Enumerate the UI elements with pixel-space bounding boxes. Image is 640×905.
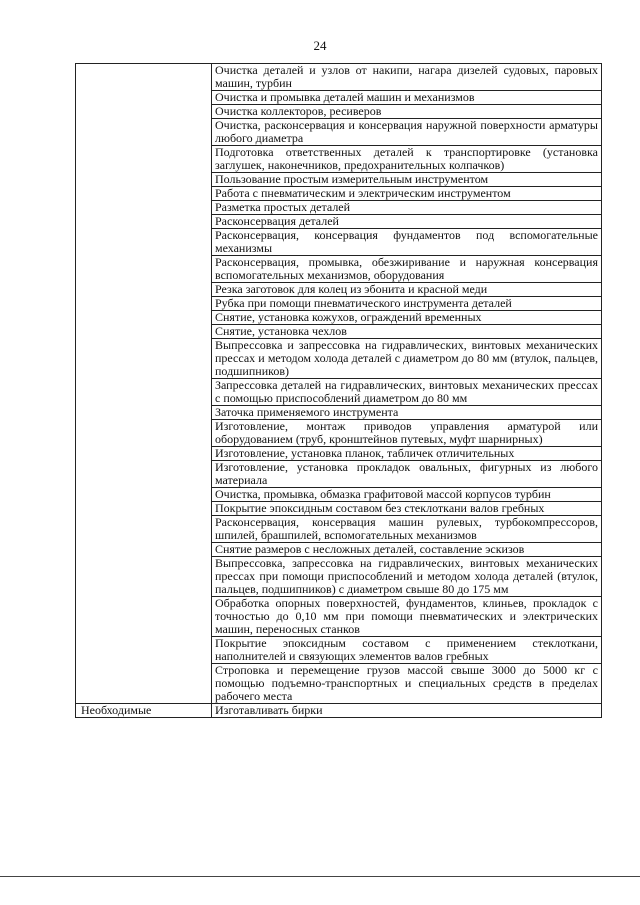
list-item: Заточка применяемого инструмента: [212, 406, 602, 420]
list-item: Разметка простых деталей: [212, 201, 602, 215]
list-item: Расконсервация, консервация фундаментов под вспомогательные механизмы: [212, 229, 602, 256]
list-item: Работа с пневматическим и электрическим инструментом: [212, 187, 602, 201]
list-item: Очистка, промывка, обмазка графитовой массой корпусов турбин: [212, 488, 602, 502]
page-bottom-edge: [0, 876, 640, 877]
list-item: Расконсервация деталей: [212, 215, 602, 229]
list-item: Очистка, расконсервация и консервация наружной поверхности арматуры любого диаметра: [212, 119, 602, 146]
list-item: Обработка опорных поверхностей, фундаментов, клиньев, прокладок с точностью до 0,10 мм при помощи пневматических и электрических машин, переносных станков: [212, 597, 602, 637]
list-item: Снятие, установка кожухов, ограждений временных: [212, 311, 602, 325]
list-item: Изготовление, монтаж приводов управления арматурой или оборудованием (труб, кронштейнов путевых, муфт шарнирных): [212, 420, 602, 447]
left-empty-cell: [76, 64, 212, 704]
list-item: Снятие размеров с несложных деталей, составление эскизов: [212, 543, 602, 557]
list-item: Очистка коллекторов, ресиверов: [212, 105, 602, 119]
list-item: Запрессовка деталей на гидравлических, винтовых механических прессах с помощью приспособлений диаметром до 80 мм: [212, 379, 602, 406]
list-item: Снятие, установка чехлов: [212, 325, 602, 339]
table-row: [76, 64, 602, 91]
requirements-table: [75, 63, 602, 718]
list-item: Расконсервация, консервация машин рулевых, турбокомпрессоров, шпилей, брашпилей, вспомогательных механизмов: [212, 516, 602, 543]
list-item: Изготовление, установка планок, табличек отличительных: [212, 447, 602, 461]
list-item: Рубка при помощи пневматического инструмента деталей: [212, 297, 602, 311]
row-label-required: Необходимые: [76, 704, 212, 718]
list-item: Строповка и перемещение грузов массой свыше 3000 до 5000 кг с помощью подъемно-транспортных и специальных средств в пределах рабочего места: [212, 664, 602, 704]
list-item: Изготовление, установка прокладок овальных, фигурных из любого материала: [212, 461, 602, 488]
list-item: Очистка деталей и узлов от накипи, нагара дизелей судовых, паровых машин, турбин: [212, 64, 602, 91]
page-number: 24: [313, 38, 327, 53]
list-item: Резка заготовок для колец из эбонита и красной меди: [212, 283, 602, 297]
list-item: Покрытие эпоксидным составом с применением стеклоткани, наполнителей и связующих элементов валов гребных: [212, 637, 602, 664]
list-item: Изготавливать бирки: [212, 704, 602, 718]
list-item: Выпрессовка, запрессовка на гидравлических, винтовых механических прессах при помощи приспособлений и методом холода деталей (втулок, пальцев, подшипников) с диаметром свыше 80 до 175 мм: [212, 557, 602, 597]
table-row: [76, 704, 602, 718]
list-item: Расконсервация, промывка, обезжиривание и наружная консервация вспомогательных механизмов, оборудования: [212, 256, 602, 283]
list-item: Покрытие эпоксидным составом без стеклоткани валов гребных: [212, 502, 602, 516]
list-item: Пользование простым измерительным инструментом: [212, 173, 602, 187]
list-item: Подготовка ответственных деталей к транспортировке (установка заглушек, наконечников, предохранительных колпачков): [212, 146, 602, 173]
list-item: Выпрессовка и запрессовка на гидравлических, винтовых механических прессах и методом холода деталей с диаметром до 80 мм (втулок, пальцев, подшипников): [212, 339, 602, 379]
list-item: Очистка и промывка деталей машин и механизмов: [212, 91, 602, 105]
